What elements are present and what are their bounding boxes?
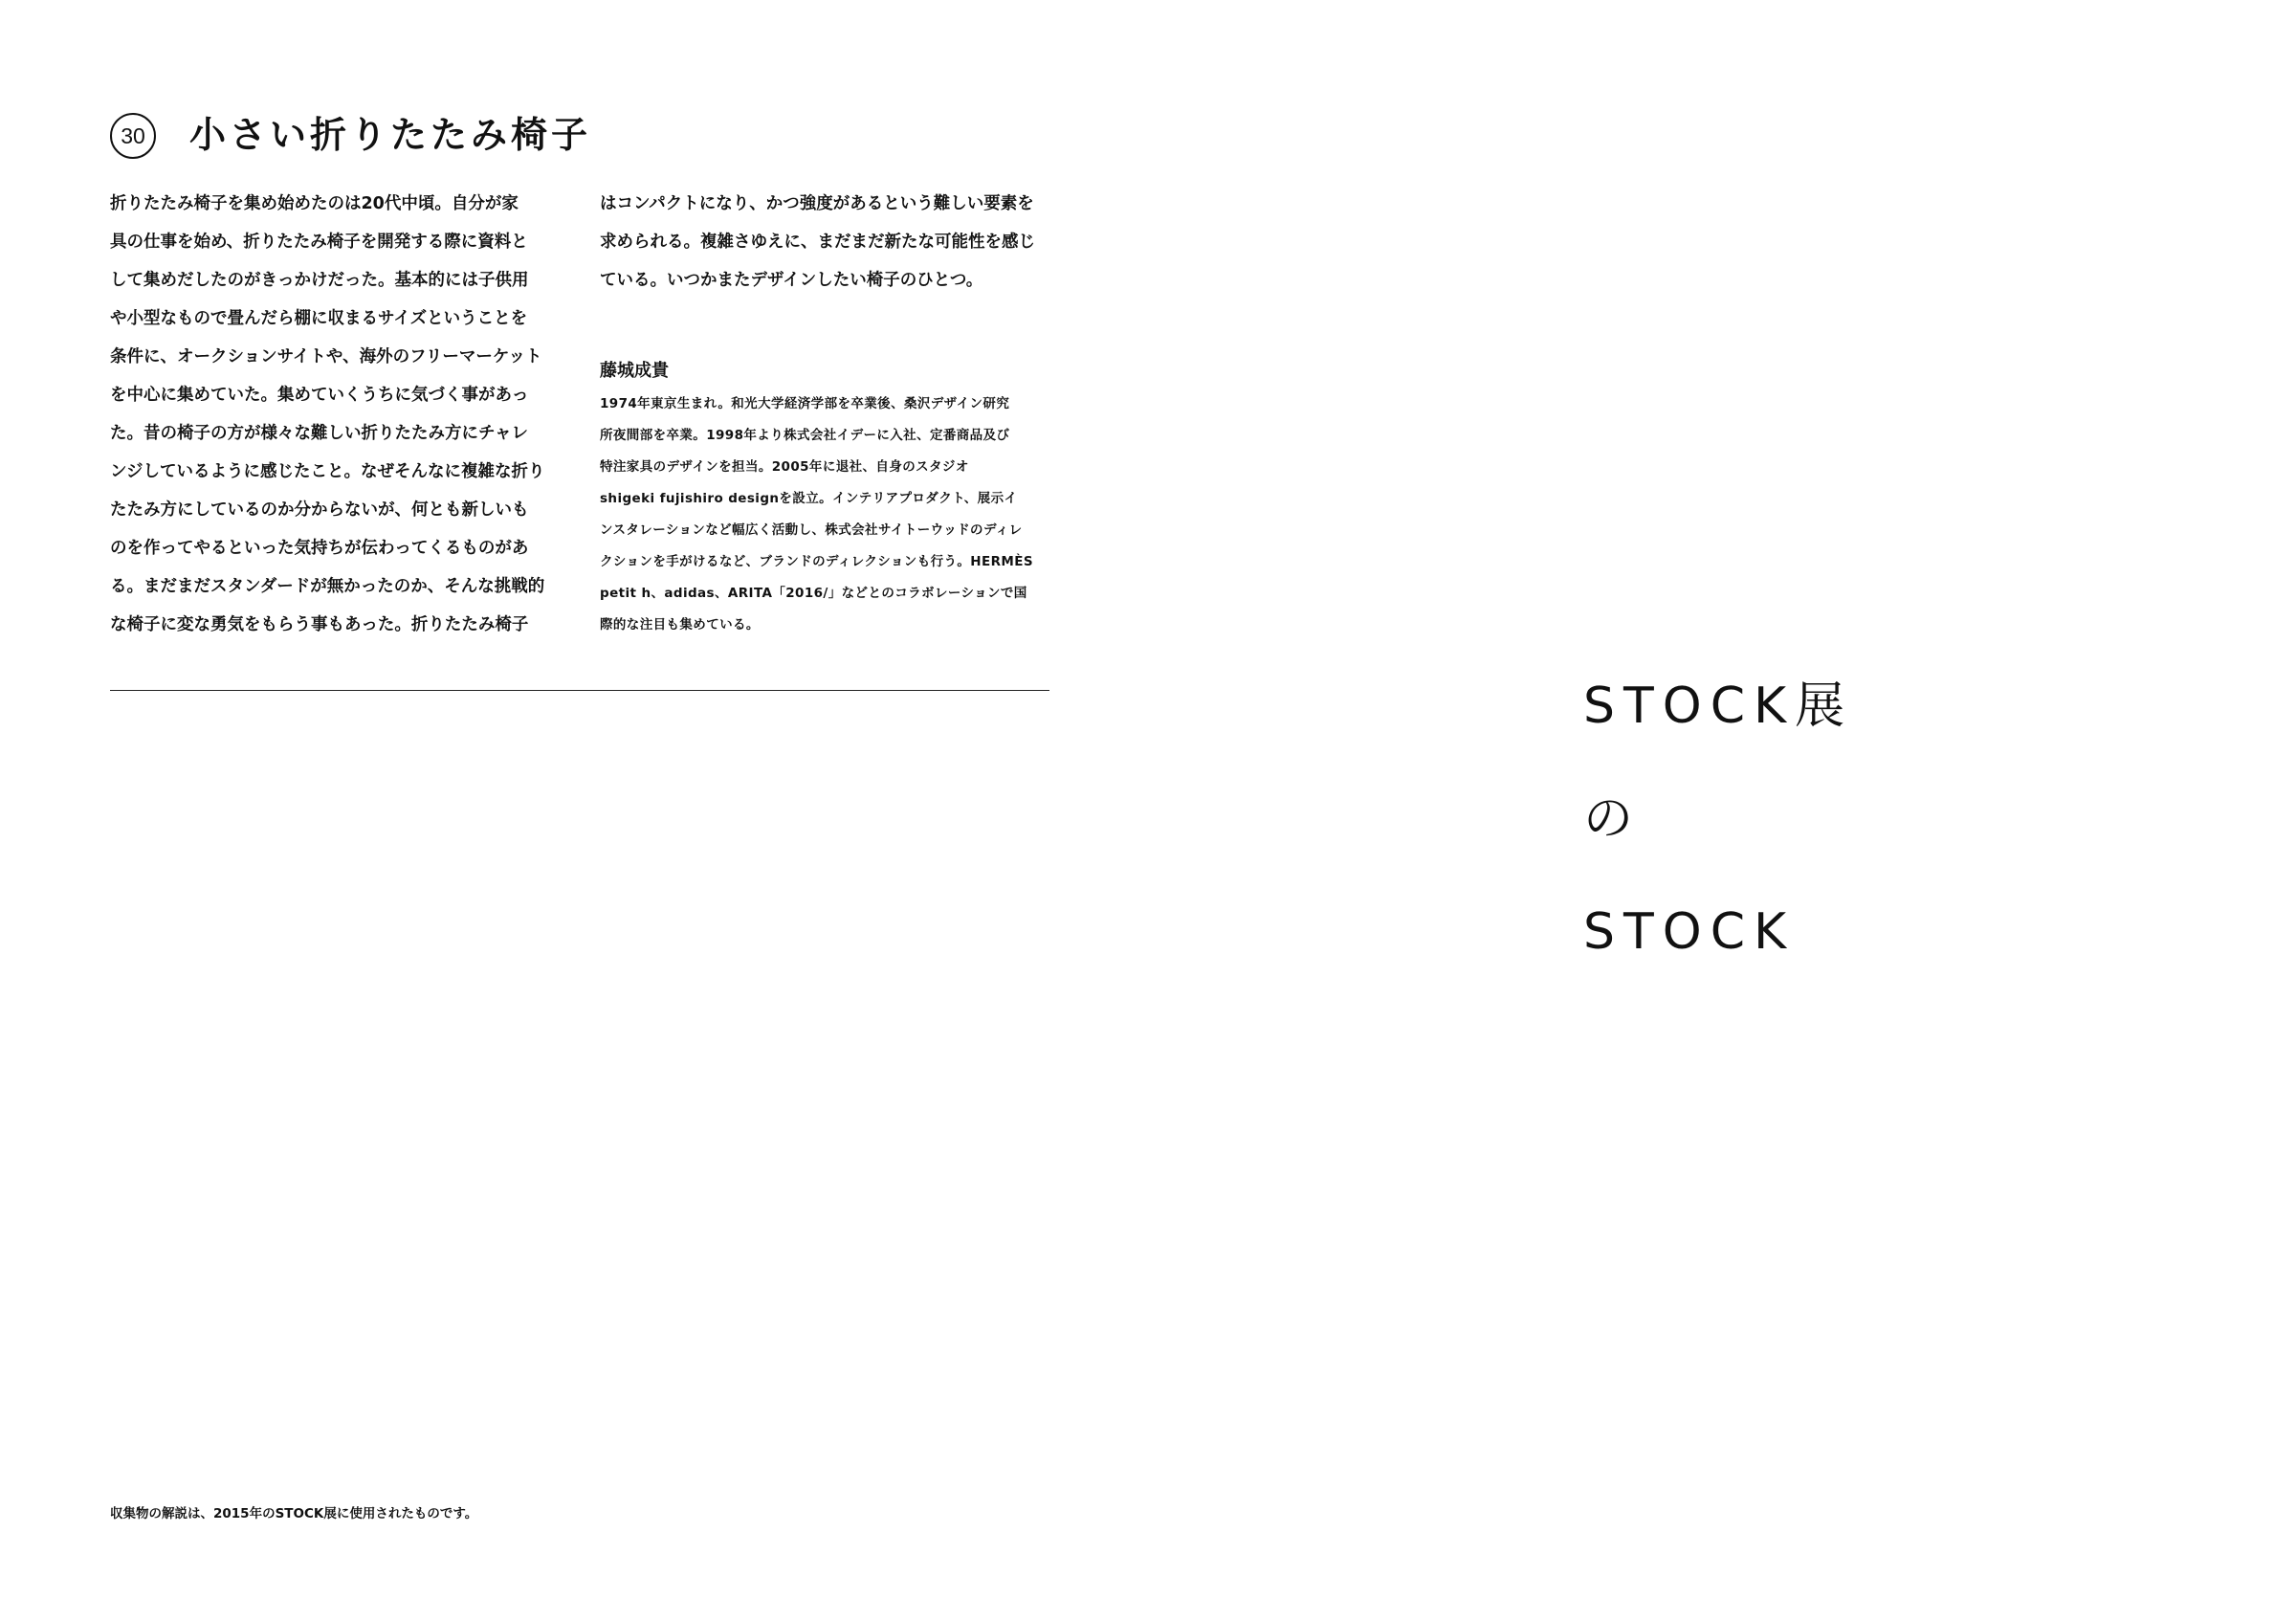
body-line: を中心に集めていた。集めていくうちに気づく事があっ <box>110 386 529 405</box>
body-line: 条件に、オークションサイトや、海外のフリーマーケット <box>110 347 542 366</box>
body-line: のを作ってやるといった気持ちが伝わってくるものがあ <box>110 539 529 558</box>
author-bio <box>600 389 1049 641</box>
body-line: 折りたたみ椅子を集め始めたのは20代中頃。自分が家 <box>110 194 519 213</box>
body-text-left-column <box>110 185 560 644</box>
bio-line: クションを手がけるなど、ブランドのディレクションも行う。HERMÈS <box>600 554 1034 569</box>
stock-heading-line-2: の <box>1583 790 1643 848</box>
body-line: な椅子に変な勇気をもらう事もあった。折りたたみ椅子 <box>110 615 529 634</box>
body-line: ンジしているように感じたこと。なぜそんなに複雑な折り <box>110 462 545 481</box>
body-line: ている。いつかまたデザインしたい椅子のひとつ。 <box>600 271 983 290</box>
item-number: 30 <box>121 122 145 148</box>
bio-line: shigeki fujishiro designを設立。インテリアプロダクト、展示イ <box>600 491 1018 506</box>
bio-line: ンスタレーションなど幅広く活動し、株式会社サイトーウッドのディレ <box>600 522 1023 538</box>
bio-line: 所夜間部を卒業。1998年より株式会社イデーに入社、定番商品及び <box>600 428 1010 443</box>
stock-heading-line-3: STOCK <box>1583 903 1796 961</box>
article-title: 小さい折りたたみ椅子 <box>189 114 592 156</box>
stock-heading <box>1583 660 1853 999</box>
bio-line: petit h、adidas、ARITA「2016/」などとのコラボレーションで国 <box>600 586 1027 601</box>
body-line: はコンパクトになり、かつ強度があるという難しい要素を <box>600 194 1034 213</box>
stock-heading-line-1: STOCK展 <box>1583 677 1854 735</box>
body-line: る。まだまだスタンダードが無かったのか、そんな挑戦的 <box>110 577 545 596</box>
body-text-right-column <box>600 185 1049 300</box>
bio-line: 際的な注目も集めている。 <box>600 617 760 633</box>
body-paragraph-left <box>110 185 560 644</box>
body-line: たたみ方にしているのか分からないが、何とも新しいも <box>110 500 529 520</box>
body-line: や小型なもので畳んだら棚に収まるサイズということを <box>110 309 528 328</box>
body-line: た。昔の椅子の方が様々な難しい折りたたみ方にチャレ <box>110 424 528 443</box>
item-number-badge <box>110 113 156 159</box>
body-line: して集めだしたのがきっかけだった。基本的には子供用 <box>110 271 529 290</box>
bio-line: 1974年東京生まれ。和光大学経済学部を卒業後、桑沢デザイン研究 <box>600 396 1010 411</box>
footnote: 収集物の解説は、2015年のSTOCK展に使用されたものです。 <box>110 1506 478 1521</box>
body-line: 具の仕事を始め、折りたたみ椅子を開発する際に資料と <box>110 233 528 252</box>
author-name: 藤城成貴 <box>600 361 669 381</box>
body-line: 求められる。複雑さゆえに、まだまだ新たな可能性を感じ <box>600 233 1035 252</box>
body-paragraph-right <box>600 185 1049 300</box>
section-divider <box>110 690 1049 691</box>
bio-line: 特注家具のデザインを担当。2005年に退社、自身のスタジオ <box>600 459 969 475</box>
